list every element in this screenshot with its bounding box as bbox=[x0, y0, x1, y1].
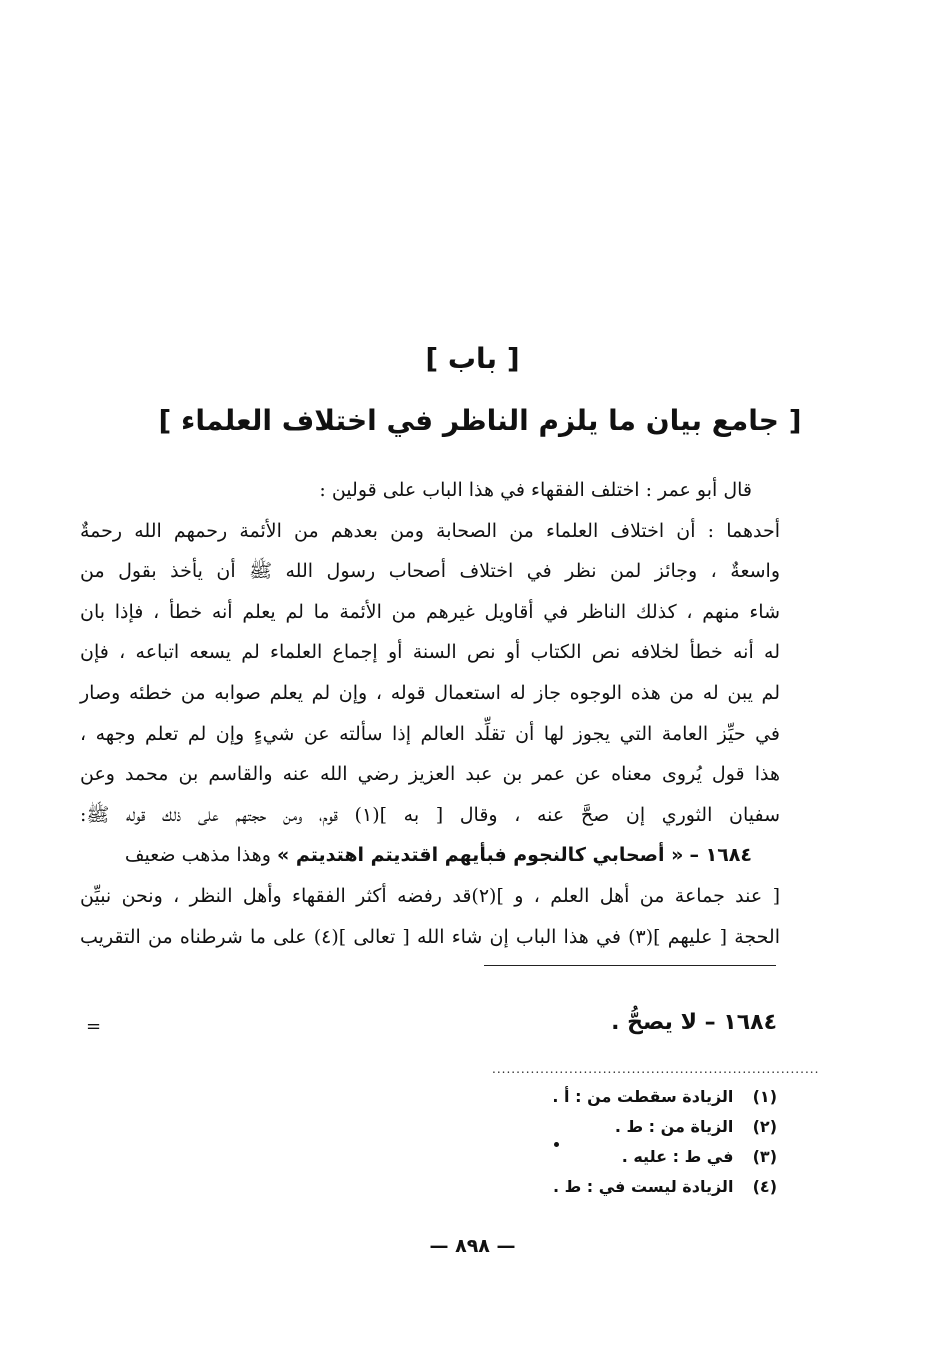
hadith-line bbox=[80, 835, 780, 876]
footnote-text: في ط : عليه . bbox=[621, 1147, 734, 1166]
footnote-text: الزيادة ليست في : ط . bbox=[552, 1177, 734, 1196]
body-line: لم يبن له من هذه الوجوه جاز له استعمال قوله ، وإن لم يعلم صوابه من خطئه وصار bbox=[80, 681, 780, 704]
hadith-text: « أصحابي كالنجوم فبأيهم اقتديتم اهتديتم » bbox=[276, 844, 684, 867]
body-line: هذا قول يُروى معناه عن عمر بن عبد العزيز رضي الله عنه والقاسم بن محمد وعن bbox=[80, 763, 780, 786]
body-line: سفيان الثوري إن صحَّ عنه ، وقال [ به ](١) قوم، ومن حجتهم على ذلك قوله ﷺ: bbox=[80, 803, 780, 826]
section-title: [ جامع بيان ما يلزم الناظر في اختلاف العلماء ] bbox=[158, 404, 802, 437]
page-number: — ٨٩٨ — bbox=[429, 1235, 516, 1257]
footnote-number: (٢) bbox=[752, 1117, 777, 1136]
footnote-item bbox=[552, 1172, 777, 1202]
body-line: شاء منهم ، كذلك الناظر في أقاويل غيرهم من الأئمة ما لم يعلم أنه خطأ ، فإذا بان bbox=[80, 600, 780, 623]
body-text bbox=[80, 470, 780, 957]
body-line: في حيِّز العامة التي يجوز لها أن تقلِّد العالم إذا سألته عن شيءٍ وإن لم تعلم وجهه ، bbox=[80, 722, 780, 745]
footnote-text: الزيادة سقطت من : أ . bbox=[552, 1087, 734, 1106]
footnotes bbox=[552, 1082, 777, 1202]
hadith-grading-note: ١٦٨٤ – لا يصحُّ . bbox=[611, 1010, 777, 1035]
body-line: [ عند جماعة من أهل العلم ، و ](٢)قد رفضه أكثر الفقهاء وأهل النظر ، ونحن نبيِّن bbox=[80, 884, 780, 907]
footnote-separator bbox=[484, 965, 776, 966]
body-line: قال أبو عمر : اختلف الفقهاء في هذا الباب على قولين : bbox=[319, 479, 752, 501]
footnote-item bbox=[552, 1082, 777, 1112]
body-line: أحدهما : أن اختلاف العلماء من الصحابة ومن بعدهم من الأئمة رحمهم الله رحمةٌ bbox=[80, 519, 780, 542]
footnote-number: (١) bbox=[752, 1087, 777, 1106]
dotted-divider: .................................................................... bbox=[492, 1062, 820, 1076]
continuation-mark: = bbox=[86, 1016, 102, 1037]
body-line: الحجة [ عليهم ](٣) في هذا الباب إن شاء الله [ تعالى ](٤) على ما شرطناه من التقريب bbox=[80, 925, 781, 948]
footnote-item bbox=[552, 1112, 777, 1142]
footnote-number: (٣) bbox=[752, 1147, 777, 1166]
hadith-commentary: وهذا مذهب ضعيف bbox=[124, 844, 271, 867]
ink-dot bbox=[554, 1142, 559, 1147]
hadith-number: ١٦٨٤ – bbox=[689, 844, 752, 867]
chapter-heading: [ باب ] bbox=[425, 342, 520, 375]
body-line: له أنه خطأ لخلافه نص الكتاب أو نص السنة أو إجماع العلماء لم يسعه اتباعه ، فإن bbox=[80, 641, 780, 664]
footnote-text: الزياة من : ط . bbox=[614, 1117, 734, 1136]
body-line: واسعةٌ ، وجائز لمن نظر في اختلاف أصحاب رسول الله ﷺ أن يأخذ بقول من bbox=[80, 560, 780, 583]
footnote-item bbox=[552, 1142, 777, 1172]
footnote-number: (٤) bbox=[752, 1177, 777, 1196]
